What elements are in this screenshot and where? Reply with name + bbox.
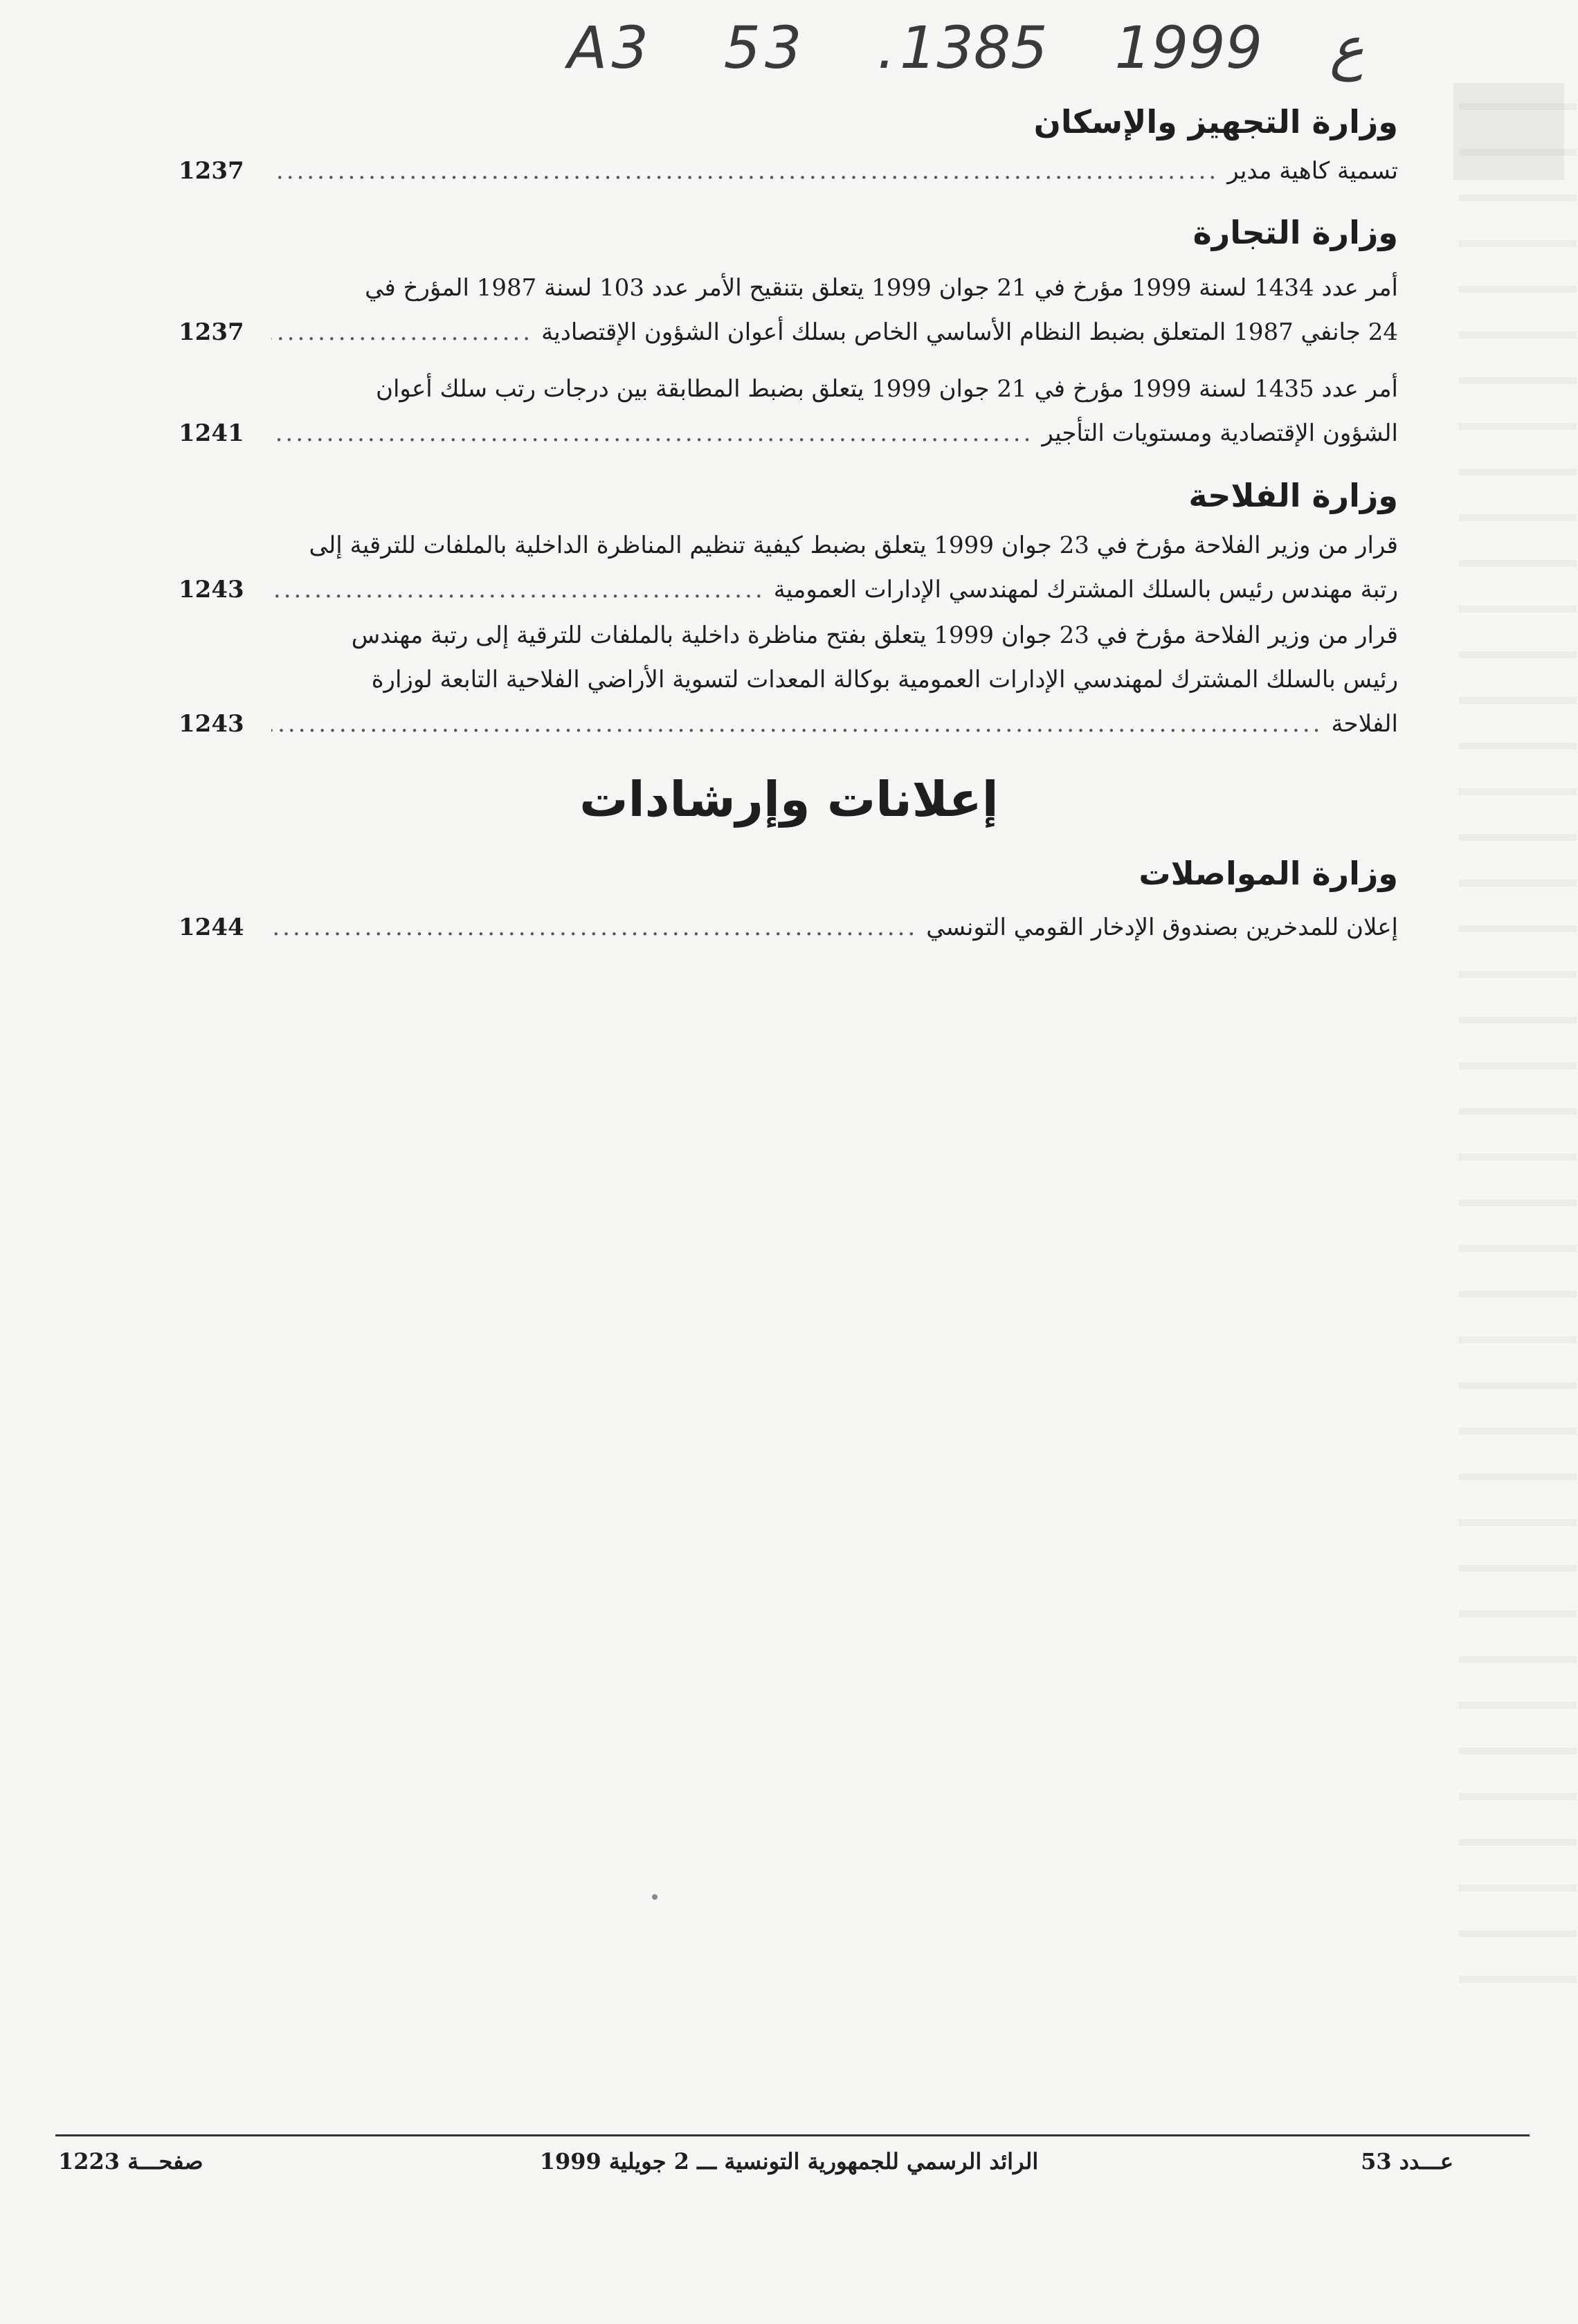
entry-text: تسمية كاهية مدير	[1227, 157, 1398, 185]
toc-entry	[263, 367, 1398, 455]
handwritten-mark: .ع	[877, 14, 1364, 82]
section-commerce	[263, 212, 1398, 253]
entry-text: 24 جانفي 1987 المتعلق بضبط النظام الأساسي الخاص بسلك أعوان الشؤون الإقتصادية	[541, 318, 1398, 346]
handwritten-mark: A3	[568, 14, 653, 82]
page-number: 1244	[179, 914, 244, 941]
ministry-heading: وزارة المواصلات	[1139, 855, 1398, 892]
announcements-heading: إعلانات وإرشادات	[579, 771, 999, 828]
entry-text: الشؤون الإقتصادية ومستويات التأجير	[1042, 419, 1398, 447]
bleed-through-shadow	[1453, 83, 1564, 180]
handwritten-mark: 53	[723, 14, 806, 82]
ministry-heading: وزارة التجارة	[1192, 214, 1398, 251]
bleed-through-shadow	[1459, 80, 1577, 2017]
entry-text: قرار من وزير الفلاحة مؤرخ في 23 جوان 1999 يتعلق بضبط كيفية تنظيم المناظرة الداخلية بالملفات للترقية إلى	[309, 532, 1398, 559]
entry-text: قرار من وزير الفلاحة مؤرخ في 23 جوان 1999 يتعلق بفتح مناظرة داخلية بالملفات للترقية إلى رتبة مهندس	[351, 621, 1398, 649]
toc-entry	[263, 613, 1398, 746]
page-number: 1243	[179, 576, 244, 603]
speck	[652, 1894, 658, 1900]
dot-leader	[271, 310, 533, 354]
dot-leader	[271, 149, 1219, 193]
entry-text: أمر عدد 1435 لسنة 1999 مؤرخ في 21 جوان 1999 يتعلق بضبط المطابقة بين درجات رتب سلك أعوان	[376, 375, 1398, 403]
entry-text: أمر عدد 1434 لسنة 1999 مؤرخ في 21 جوان 1999 يتعلق بتنقيح الأمر عدد 103 لسنة 1987 المؤرخ في	[365, 274, 1398, 302]
ministry-heading: وزارة التجهيز والإسكان	[1033, 103, 1398, 140]
page-number: 1237	[179, 157, 244, 185]
page-number: 1241	[179, 419, 244, 447]
issue-number: عـــدد 53	[1361, 2148, 1453, 2175]
section-transport	[263, 853, 1398, 894]
entry-text: رتبة مهندس رئيس بالسلك المشترك لمهندسي الإدارات العمومية	[773, 576, 1398, 603]
page-label: صفحـــة 1223	[58, 2148, 203, 2175]
ministry-heading: وزارة الفلاحة	[1188, 477, 1398, 514]
page-number: 1237	[179, 318, 244, 346]
entry-text: رئيس بالسلك المشترك لمهندسي الإدارات العمومية بوكالة المعدات لتسوية الأراضي الفلاحية التابعة لوزارة	[371, 666, 1398, 693]
toc-entry	[263, 149, 1398, 193]
section-equipment-housing	[263, 101, 1398, 143]
dot-leader	[271, 568, 765, 612]
dot-leader	[271, 905, 918, 950]
section-agriculture	[263, 475, 1398, 516]
dot-leader	[271, 411, 1033, 455]
toc-entry	[263, 905, 1398, 950]
handwritten-archive-reference	[568, 14, 1413, 82]
toc-entry	[263, 266, 1398, 354]
handwritten-mark: 1999	[1114, 14, 1263, 82]
toc-entry	[263, 523, 1398, 612]
entry-text: الفلاحة	[1331, 710, 1398, 738]
journal-title: الرائد الرسمي للجمهورية التونسية ـــ 2 جويلية 1999	[539, 2148, 1039, 2175]
page-number: 1243	[179, 710, 244, 738]
entry-text: إعلان للمدخرين بصندوق الإدخار القومي التونسي	[926, 914, 1398, 941]
footer-divider	[55, 2134, 1530, 2136]
dot-leader	[271, 702, 1323, 746]
handwritten-mark: 1385	[899, 14, 1048, 82]
